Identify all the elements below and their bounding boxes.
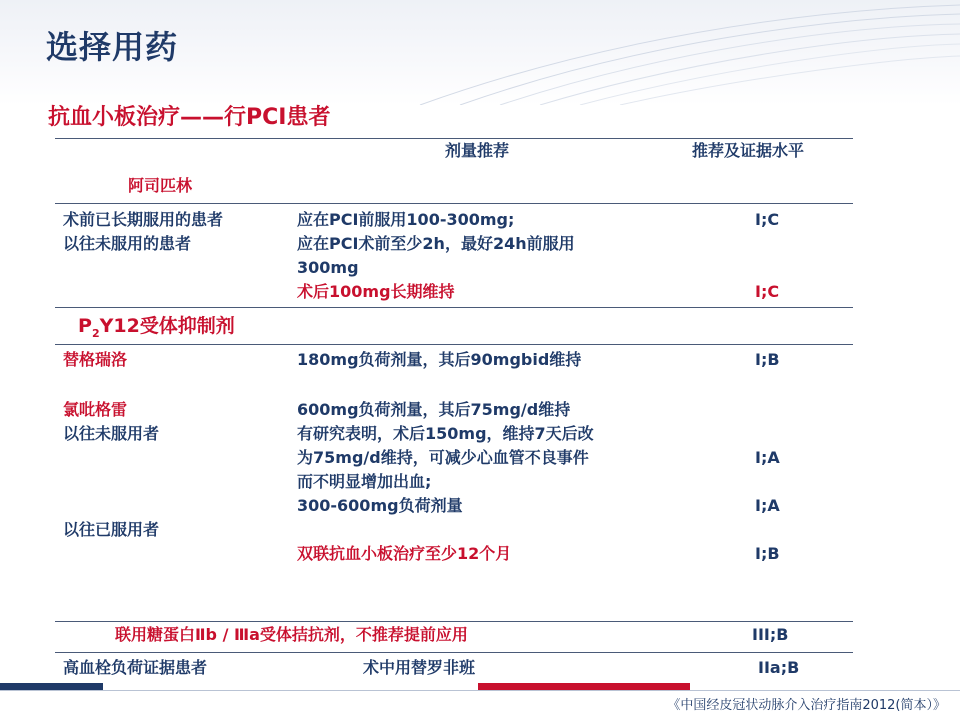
dose-text: 180mg负荷剂量，其后90mgbid维持 [297, 350, 582, 369]
patient-group: 以往未服用的患者 [63, 234, 192, 253]
evidence-level: IIa;B [758, 658, 800, 677]
footer-line [0, 690, 960, 691]
evidence-level: I;B [755, 350, 780, 369]
dose-text: 600mg负荷剂量，其后75mg/d维持 [297, 400, 571, 419]
evidence-level: I;C [755, 282, 780, 301]
drug-class-p2y12: $P_2Y12$受体抑制剂 [78, 315, 235, 340]
dose-text: 为75mg/d维持，可减少心血管不良事件 [297, 448, 589, 467]
patient-group: 术前已长期服用的患者 [63, 210, 224, 229]
evidence-level: I;C [755, 210, 780, 229]
column-header-dose: 剂量推荐 [445, 141, 510, 160]
patient-group: 以往未服用者 [63, 424, 160, 443]
column-header-level: 推荐及证据水平 [692, 141, 805, 160]
reference-citation: 《中国经皮冠状动脉介入治疗指南2012(简本）》 [667, 698, 946, 713]
dose-text: 术中用替罗非班 [363, 658, 476, 677]
page-title: 选择用药 [46, 28, 179, 66]
evidence-level: I;A [755, 448, 780, 467]
section-subtitle: 抗血小板治疗——行PCI患者 [48, 105, 331, 130]
patient-group: 以往已服用者 [63, 520, 160, 539]
dose-text: 应在PCI术前至少2h，最好24h前服用 [297, 234, 575, 253]
drug-name-clopidogrel: 氯吡格雷 [63, 400, 128, 419]
evidence-level: I;A [755, 496, 780, 515]
row-divider [55, 307, 853, 308]
drug-name-aspirin: 阿司匹林 [128, 176, 193, 195]
dose-text: 术后100mg长期维持 [297, 282, 455, 301]
drug-name-ticagrelor: 替格瑞洛 [63, 350, 128, 369]
row-divider [55, 621, 853, 622]
dose-text: 有研究表明，术后150mg，维持7天后改 [297, 424, 594, 443]
dose-text: 应在PCI前服用100-300mg; [297, 210, 515, 229]
dose-text: 双联抗血小板治疗至少12个月 [297, 544, 512, 563]
evidence-level: III;B [752, 625, 789, 644]
row-divider [55, 652, 853, 653]
row-divider [55, 203, 853, 204]
dose-text: 300-600mg负荷剂量 [297, 496, 463, 515]
gp-recommendation: 联用糖蛋白Ⅱb / Ⅲa受体拮抗剂，不推荐提前应用 [115, 625, 468, 644]
dose-text: 而不明显增加出血; [297, 472, 432, 491]
patient-group: 高血栓负荷证据患者 [63, 658, 208, 677]
evidence-level: I;B [755, 544, 780, 563]
dose-text: 300mg [297, 258, 359, 277]
